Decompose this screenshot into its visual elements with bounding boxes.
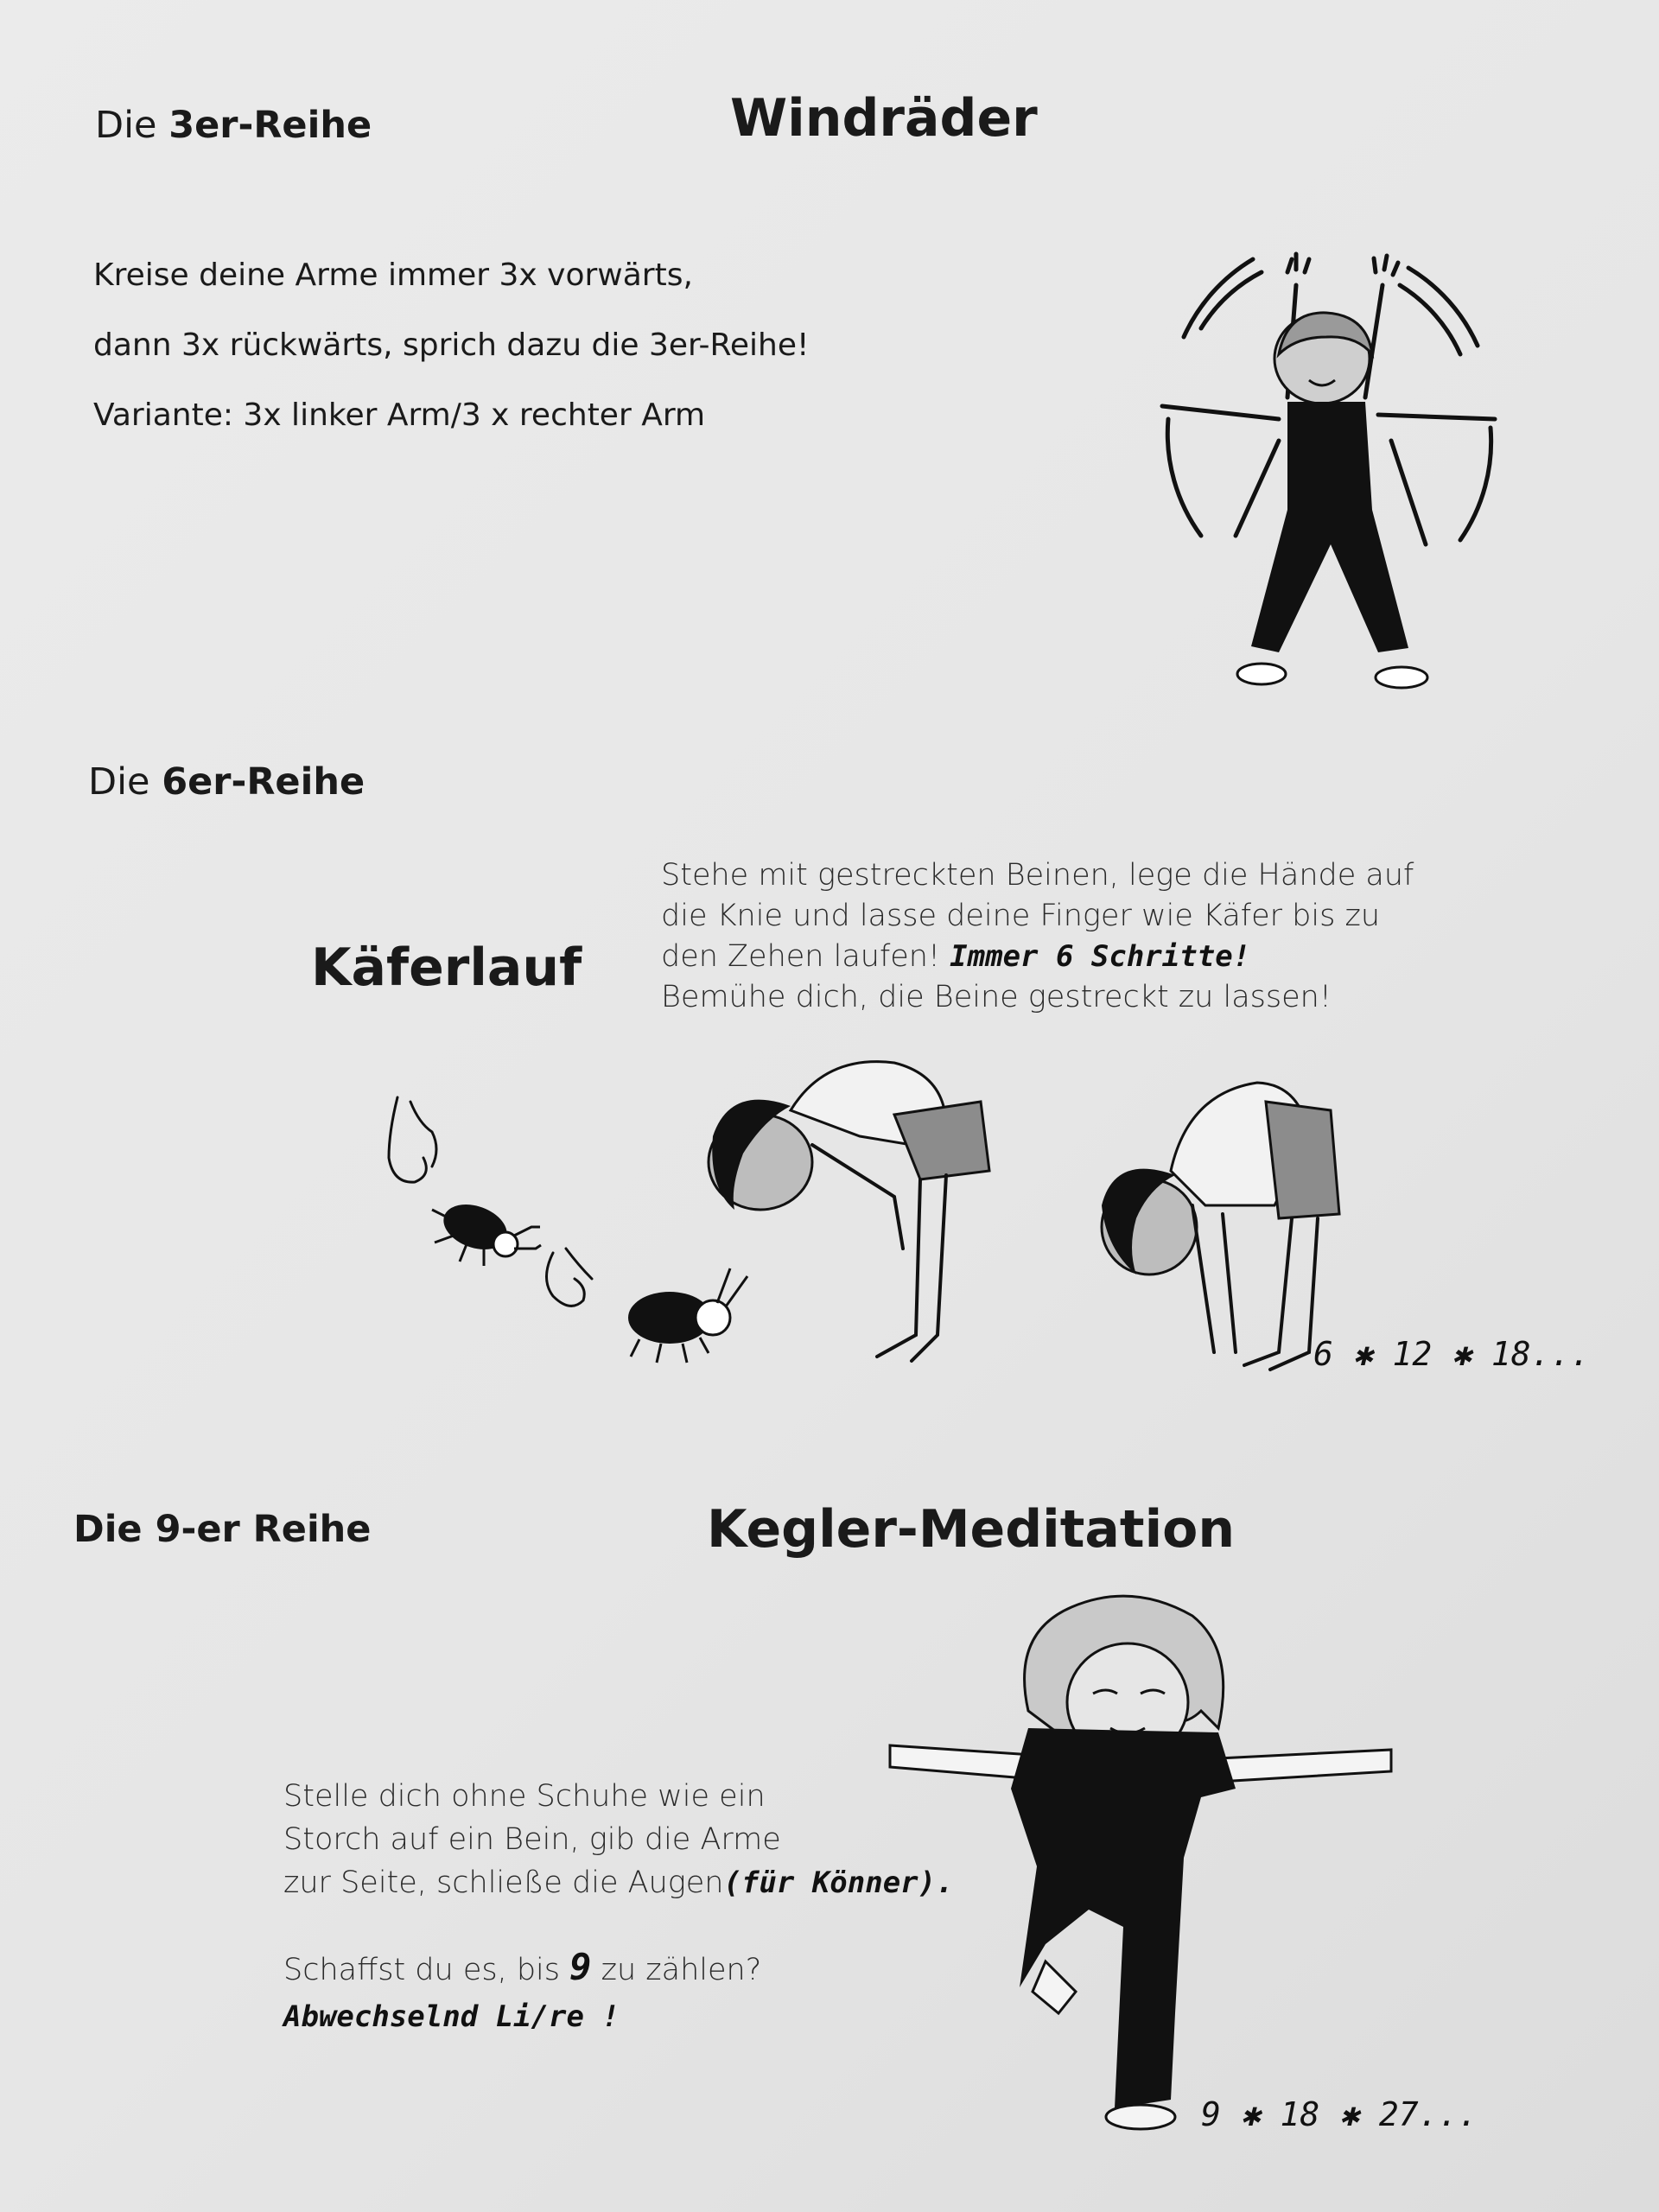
instruction-line: Kreise deine Arme immer 3x vorwärts, (93, 257, 693, 293)
section-6-instructions (661, 855, 1414, 1018)
sequence-9: 9 ✱ 18 ✱ 27... (1201, 2095, 1478, 2133)
instruction-line: Stehe mit gestreckten Beinen, lege die Hände auf (661, 858, 1414, 893)
handwritten-number: 9 (569, 1946, 592, 1988)
handwritten-note: (für Könner). (723, 1866, 954, 1900)
section-3-instructions (93, 240, 809, 450)
section-6-heading: Die 6er-Reihe (88, 760, 365, 804)
beetle-icon (432, 1196, 541, 1266)
bending-child-illustration (696, 1050, 994, 1378)
instruction-line: zur Seite, schließe die Augen(für Könner). (283, 1866, 954, 1900)
bending-child-illustration (1093, 1076, 1352, 1374)
instruction-line: Schaffst du es, bis 9 zu zählen? (283, 1946, 762, 1988)
instruction-line: dann 3x rückwärts, sprich dazu die 3er-Reihe! (93, 327, 810, 363)
handwritten-note: Abwechselnd Li/re ! (283, 1999, 620, 2034)
instruction-line: Variante: 3x linker Arm/3 x rechter Arm (93, 397, 706, 433)
handwritten-note: Immer 6 Schritte! (950, 939, 1251, 974)
sequence-6: 6 ✱ 12 ✱ 18... (1313, 1335, 1591, 1373)
section-6-title: Käferlauf (311, 938, 582, 998)
one-leg-child-illustration (873, 1581, 1400, 2143)
section-3-title: Windräder (730, 88, 1038, 149)
instruction-line: den Zehen laufen! Immer 6 Schritte! (661, 939, 1251, 974)
instruction-line: Storch auf ein Bein, gib die Arme (283, 1822, 781, 1857)
section-9-instructions (283, 1775, 954, 2038)
instruction-line: Stelle dich ohne Schuhe wie ein (283, 1779, 766, 1814)
section-9-heading: Die 9-er Reihe (73, 1508, 372, 1551)
section-3-heading: Die 3er-Reihe (95, 104, 372, 147)
section-9-title: Kegler-Meditation (707, 1499, 1236, 1560)
instruction-line: die Knie und lasse deine Finger wie Käfer bis zu (661, 899, 1381, 933)
instruction-line: Bemühe dich, die Beine gestreckt zu lassen! (661, 980, 1332, 1014)
windmill-child-illustration (1149, 233, 1512, 700)
